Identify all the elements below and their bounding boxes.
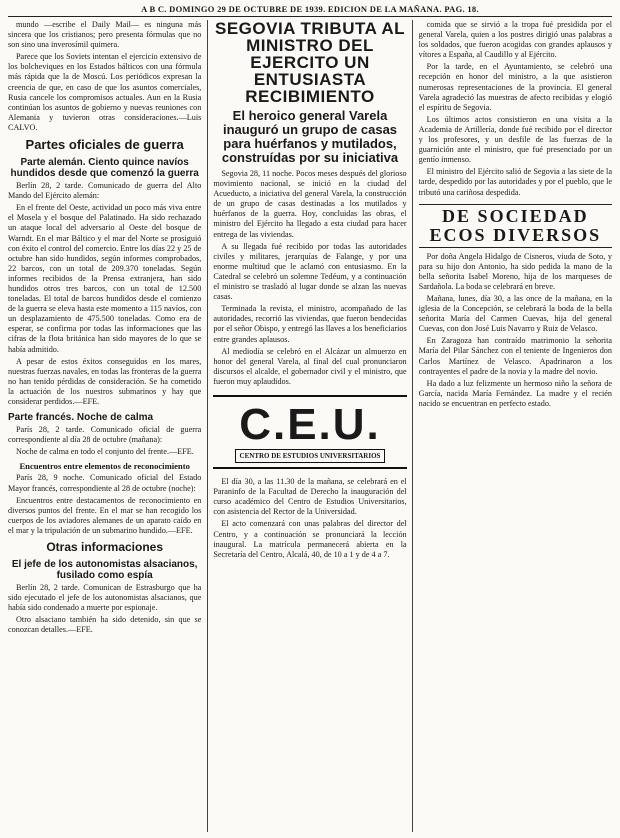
society-paragraph: En Zaragoza han contraído matrimonio la señorita María del Pilar Sánchez con el teniente de Ingenieros don Carlos Martínez de Velasco. Apadrinaron a los contrayentes el padre de la novia y la madre del novio. xyxy=(418,336,612,376)
ceu-logo: C.E.U. xyxy=(239,399,381,449)
article-paragraph: A pesar de estos éxitos conseguidos en los mares, nuestras fuerzas navales, en todas las fronteras de la guerra no han tenido pérdidas de consideración. Se ha cometido la actuación de los nuestros submarinos y hay que considerar perdidos.—EFE. xyxy=(8,356,202,406)
encounters-headline: Encuentros entre elementos de reconocimiento xyxy=(19,461,190,472)
article-paragraph: París 28, 9 noche. Comunicado oficial del Estado Mayor francés, correspondiente al 28 de octubre (noche): xyxy=(8,473,202,493)
article-paragraph: comida que se sirvió a la tropa fué presidida por el general Varela, quien a los postres dirigió unas palabras a los soldados, que fueron acogidas con grandes aplausos y vítores a España, al Caudillo y al Ejército. xyxy=(418,20,612,60)
article-paragraph: Al mediodía se celebró en el Alcázar un almuerzo en honor del general Varela, al final del cual pronunciaron discursos el alcalde, el gobernador civil y el ministro, que fueron muy aplaudidos. xyxy=(213,346,407,386)
segovia-headline: SEGOVIA TRIBUTA AL MINISTRO DEL EJERCITO UN ENTUSIASTA RECIBIMIENTO xyxy=(214,20,405,106)
article-paragraph: A su llegada fué recibido por todas las autoridades civiles y militares, jerarquías de Falange, y por una enorme multitud que le aclamó con entusiasmo. En la Catedral se celebró un solemne Tedéum, y a continuación el ministro se trasladó al lugar donde se alzan las nuevas casas. xyxy=(213,241,407,302)
war-reports-headline: Partes oficiales de guerra xyxy=(25,137,184,153)
alsace-subheadline: El jefe de los autonomistas alsacianos, fusilado como espía xyxy=(11,559,198,582)
society-section-title: DE SOCIEDAD ECOS DIVERSOS xyxy=(419,204,612,248)
article-paragraph: Por la tarde, en el Ayuntamiento, se celebró una recepción en honor del ministro, a la que asistieron numerosas representaciones de la provincia. El general Varela agradeció las muestras de afecto recibidas y elogió el espíritu de Segovia. xyxy=(418,62,612,112)
article-paragraph: Encuentros entre destacamentos de reconocimiento en diversos puntos del frente. En el mar se han recogido los cuerpos de los aviadores alemanes de un aparato caído en el mar y la tripulación de un submarino hundido.—EFE. xyxy=(8,495,202,535)
intro-paragraph: mundo —escribe el Daily Mail— es ninguna más sincera que los cristianos; pero presenta fórmulas que no son sino una inverosímil quimera. xyxy=(8,20,202,50)
article-paragraph: Segovia 28, 11 noche. Pocos meses después del glorioso movimiento nacional, se inició en la ciudad del Acueducto, a iniciativa del general Varela, la construcción de un grupo de casas destinadas a los mutilados y huérfanos de la guerra. Hoy, concluidas las obras, el ministro del Ejército ha llegado a esta ciudad para hacer entrega de las viviendas. xyxy=(213,169,407,239)
article-paragraph: Otro alsaciano también ha sido detenido, sin que se conozcan detalles.—EFE. xyxy=(8,615,202,635)
middle-column xyxy=(207,20,412,832)
ceu-advertisement xyxy=(213,395,406,469)
left-column xyxy=(8,20,201,832)
german-report-subheadline: Parte alemán. Ciento quince navíos hundidos desde que comenzó la guerra xyxy=(10,157,199,180)
intro-paragraph: Parece que los Soviets intentan el ejercicio extensivo de los bolcheviques en los Estados bálticos con una fórmula más rápida que la de Moscú. Los periódicos expresan la creencia de que, en caso de que los asuntos comerciales, Rusia cancele los compromisos actuales. Aun en la Rusia continúan los asuntos de gobierno y nuevas reuniones con Alemania y tuvieron otras consideraciones.—Luis CALVO. xyxy=(8,52,202,132)
article-paragraph: Berlín 28, 2 tarde. Comunican de Estrasburgo que ha sido ejecutado el jefe de los autonomistas alsacianos, que había sido condenado a muerte por espionaje. xyxy=(8,583,202,613)
article-paragraph: El día 30, a las 11.30 de la mañana, se celebrará en el Paraninfo de la Facultad de Derecho la inauguración del curso académico del Centro de Estudios Universitarios, con asistencia del Rector de la Universidad. xyxy=(213,477,407,517)
segovia-subheadline: El heroico general Varela inauguró un grupo de casas para huérfanos y mutilados, construídas por su iniciativa xyxy=(221,108,399,165)
society-paragraph: Ha dado a luz felizmente un hermoso niño la señora de García, nacida María Fernández. La madre y el recién nacido se encuentran en perfecto estado. xyxy=(418,378,612,408)
right-column xyxy=(419,20,612,832)
society-paragraph: Mañana, lunes, día 30, a las once de la mañana, en la iglesia de la Concepción, se celebrará la boda de la bella señorita María del Carmen Cuevas, hija del general Cuevas, con don José Luis Navarro y Ruiz de Velasco. xyxy=(418,293,612,334)
article-paragraph: En el frente del Oeste, actividad un poco más viva entre el Mosela y el bosque del Palatinado. Ha sido rechazado un ataque local del adversario al Oeste del bosque de Warndt. En el mar Báltico y el mar del Norte se prosiguió con éxito el control del comercio. Entre los días 22 y 25 de octubre han sido hundidos, según informes comprobados, 22 barcos, con un total de 209.370 toneladas. Según informes recibidos de la Prensa extranjera, han sido hundidos otros tres barcos, con un total de 12.500 toneladas. El total de barcos hundidos desde el comienzo de la guerra se eleva hasta este momento a 115 navíos, con un desplazamiento de 475.500 toneladas. Como era de esperar, se confirma por todas las informaciones que las cifras de la flota británica han sido mayores de lo que se había admitido. xyxy=(8,203,202,354)
french-report-headline: Parte francés. Noche de calma xyxy=(8,412,154,424)
article-paragraph: París 28, 2 tarde. Comunicado oficial de guerra correspondiente al día 28 de octubre (mañana): xyxy=(8,425,202,445)
article-paragraph: Terminada la revista, el ministro, acompañado de las autoridades, recorrió las viviendas, que fueron bendecidas por el señor Obispo, y entregó las llaves a los beneficiarios entre grandes aplausos. xyxy=(213,304,407,344)
article-paragraph: Berlín 28, 2 tarde. Comunicado de guerra del Alto Mando del Ejército alemán: xyxy=(8,181,202,201)
columns xyxy=(8,20,612,832)
article-paragraph: El ministro del Ejército salió de Segovia a las siete de la tarde, despedido por las autoridades y por el pueblo, que le tributó una cariñosa despedida. xyxy=(418,167,612,197)
society-paragraph: Por doña Angela Hidalgo de Cisneros, viuda de Soto, y para su hijo don Antonio, ha sido pedida la mano de la bella señorita Isabel Moreno, hija de los marqueses de Sardañola. La boda se celebrará en breve. xyxy=(418,251,612,291)
article-paragraph: Los últimos actos consistieron en una visita a la Academia de Artillería, donde fué recibido por el director y los profesores, y un desfile de las fuerzas de la guarnición ante el ministro, que fué presenciado por un gentío inmenso. xyxy=(418,114,612,165)
article-paragraph: Noche de calma en todo el conjunto del frente.—EFE. xyxy=(16,447,194,457)
running-head: A B C. DOMINGO 29 DE OCTUBRE DE 1939. EDICION DE LA MAÑANA. PAG. 18. xyxy=(8,4,612,17)
ceu-caption: CENTRO DE ESTUDIOS UNIVERSITARIOS xyxy=(235,449,386,463)
other-news-headline: Otras informaciones xyxy=(46,540,164,555)
article-paragraph: El acto comenzará con unas palabras del director del Centro, y a continuación se pronunciará la lección inaugural. La matrícula permanecerá abierta en la Secretaría del Centro, Alcalá, 40, de 10 a 1 y de 4 a 7. xyxy=(213,519,407,559)
